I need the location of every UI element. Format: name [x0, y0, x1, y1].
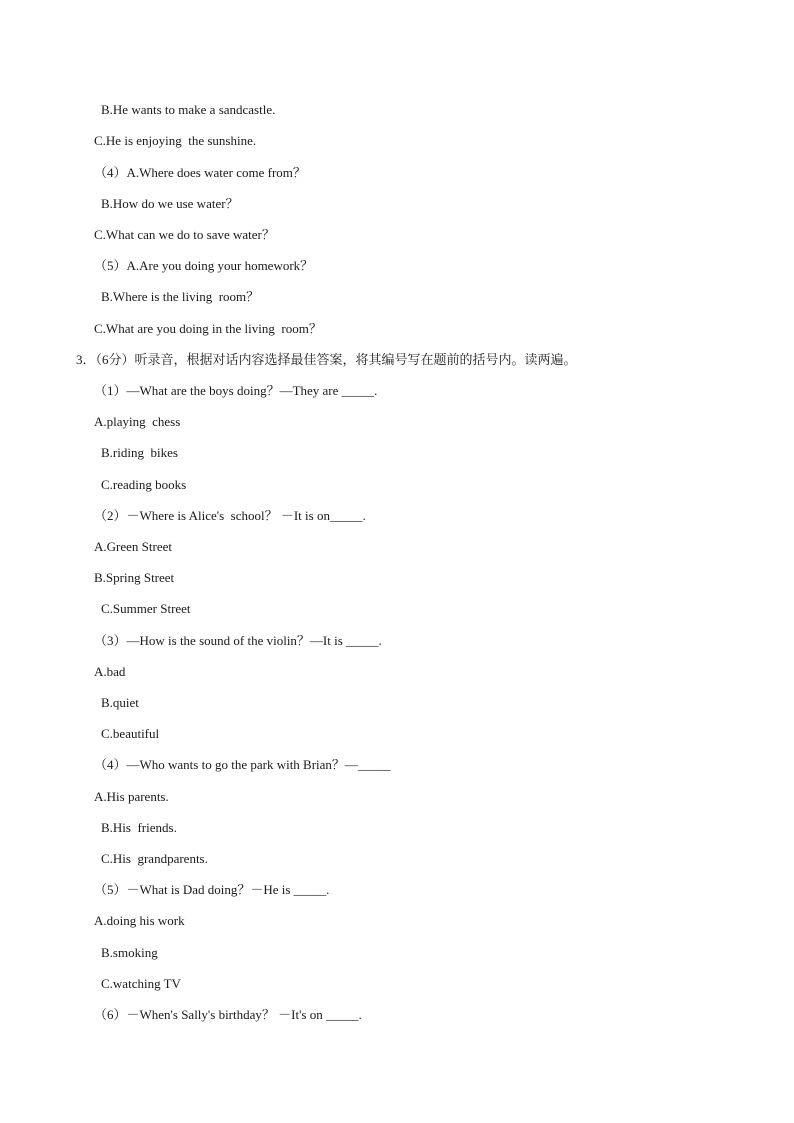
- option-line: C.What can we do to save water？: [94, 227, 275, 242]
- option-line: B.smoking: [101, 945, 158, 960]
- question-line: （6）－When's Sally's birthday？ －It's on _____.: [94, 1007, 362, 1022]
- option-line: B.Spring Street: [94, 570, 175, 585]
- option-line: B.He wants to make a sandcastle.: [101, 102, 276, 117]
- option-line: A.doing his work: [94, 913, 185, 928]
- option-line: B.His friends.: [101, 820, 177, 835]
- option-line: C.watching TV: [101, 976, 181, 991]
- question-line: （4）A.Where does water come from？: [94, 165, 306, 180]
- question-line: （5）－What is Dad doing？－He is _____.: [94, 882, 330, 897]
- option-line: C.beautiful: [101, 726, 160, 741]
- question-line: （3）—How is the sound of the violin？—It is _____.: [94, 633, 382, 648]
- option-line: C.His grandparents.: [101, 851, 208, 866]
- question-line: （4）—Who wants to go the park with Brian？—_____: [94, 757, 391, 772]
- option-line: A.playing chess: [94, 414, 181, 429]
- option-line: B.quiet: [101, 695, 139, 710]
- option-line: B.How do we use water？: [101, 196, 239, 211]
- option-line: A.bad: [94, 664, 126, 679]
- option-line: B.riding bikes: [101, 445, 178, 460]
- section-heading: 3．（6分）听录音，根据对话内容选择最佳答案，将其编号写在题前的括号内。读两遍。: [76, 352, 577, 367]
- option-line: C.Summer Street: [101, 601, 191, 616]
- option-line: C.What are you doing in the living room？: [94, 321, 322, 336]
- option-line: A.Green Street: [94, 539, 172, 554]
- question-line: （5）A.Are you doing your homework？: [94, 258, 314, 273]
- option-line: B.Where is the living room？: [101, 289, 260, 304]
- option-line: C.reading books: [101, 477, 187, 492]
- option-line: C.He is enjoying the sunshine.: [94, 133, 257, 148]
- question-line: （1）—What are the boys doing？—They are _____.: [94, 383, 378, 398]
- question-line: （2）－Where is Alice's school？ －It is on_____.: [94, 508, 366, 523]
- option-line: A.His parents.: [94, 789, 169, 804]
